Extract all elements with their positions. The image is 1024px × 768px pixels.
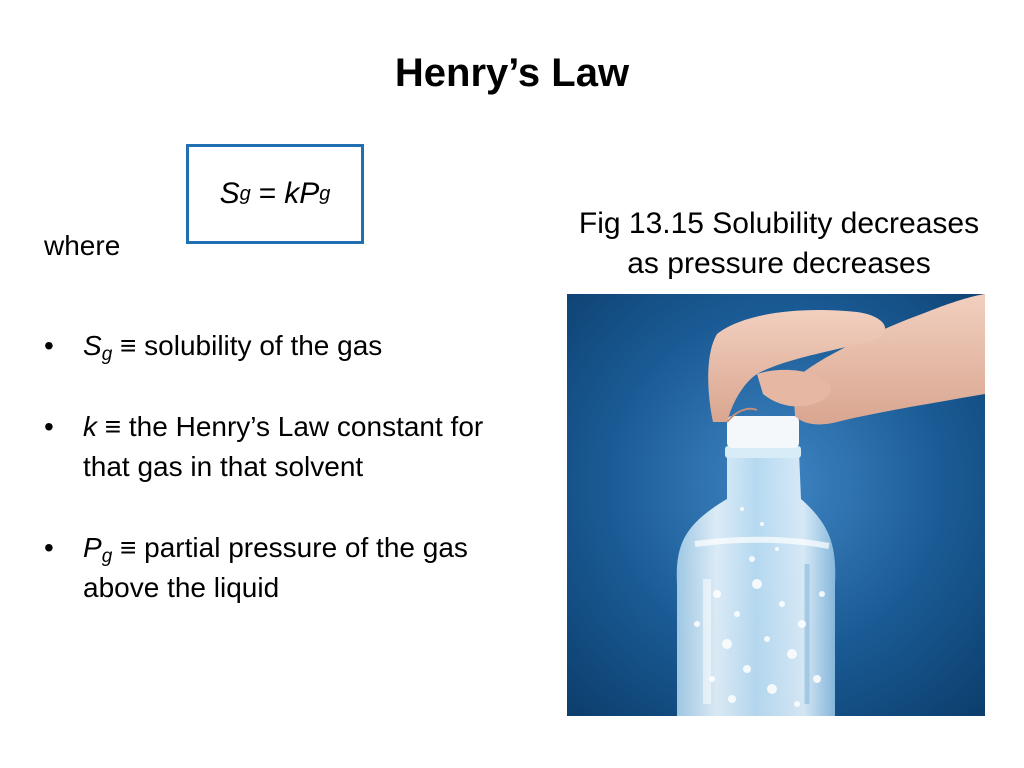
definition-text: ≡ solubility of the gas <box>112 330 383 361</box>
definition-text: ≡ partial pressure of the gas above the liquid <box>83 532 468 603</box>
figure-caption-line-2: as pressure decreases <box>627 247 931 280</box>
slide-title: Henry’s Law <box>394 51 630 95</box>
formula-equals: = <box>258 177 277 210</box>
soda-bottle-photo <box>567 294 985 716</box>
formula-rhs-symbol: kP <box>284 177 320 210</box>
formula-lhs-symbol: S <box>219 177 240 210</box>
definition-symbol: P <box>83 532 102 563</box>
henrys-law-formula: S g = kP g <box>186 144 364 244</box>
definition-symbol: k <box>83 411 97 442</box>
definition-henry-constant <box>44 407 514 487</box>
definitions-list <box>44 326 514 649</box>
definition-solubility <box>44 326 514 366</box>
where-label: where <box>44 230 121 261</box>
definition-subscript: g <box>101 344 113 365</box>
definition-symbol: S <box>83 330 102 361</box>
definition-partial-pressure <box>44 528 514 608</box>
figure-caption <box>536 204 1022 284</box>
figure-caption-line-1: Fig 13.15 Solubility decreases <box>578 207 980 240</box>
definition-text: ≡ the Henry’s Law constant for that gas in that solvent <box>83 411 484 482</box>
definition-subscript: g <box>101 546 113 567</box>
